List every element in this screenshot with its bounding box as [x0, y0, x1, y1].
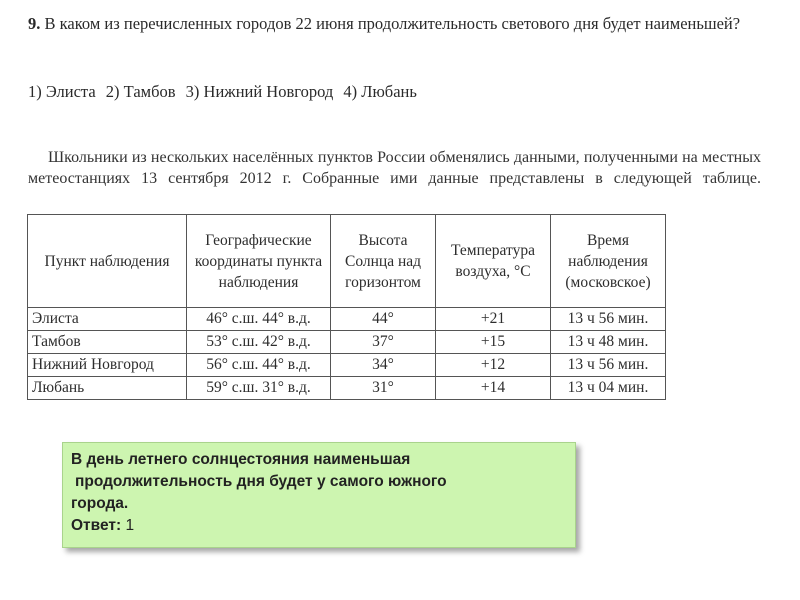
explanation-line-2: продолжительность дня будет у самого южного — [75, 473, 447, 490]
cell-temperature: +21 — [436, 308, 551, 331]
cell-coordinates: 56° с.ш. 44° в.д. — [187, 354, 331, 377]
cell-point: Тамбов — [28, 331, 187, 354]
cell-point: Любань — [28, 377, 187, 400]
option-2: 2) Тамбов — [105, 82, 176, 101]
cell-time: 13 ч 56 мин. — [551, 354, 666, 377]
answer-value: 1 — [125, 517, 135, 534]
option-4: 4) Любань — [343, 82, 417, 101]
cell-sun-height: 31° — [331, 377, 436, 400]
table-row — [28, 331, 666, 354]
answer-label: Ответ: — [71, 517, 122, 534]
header-coordinates: Географические координаты пункта наблюдения — [187, 215, 331, 308]
answer-line — [71, 515, 567, 537]
cell-time: 13 ч 48 мин. — [551, 331, 666, 354]
header-sun-height: Высота Солнца над горизонтом — [331, 215, 436, 308]
explanation-line-1: В день летнего солнцестояния наименьшая — [71, 451, 411, 468]
answer-options — [28, 82, 423, 102]
option-3: 3) Нижний Новгород — [185, 82, 334, 101]
observation-table-container — [27, 214, 666, 400]
cell-point: Элиста — [28, 308, 187, 331]
question-number: 9. — [28, 14, 41, 33]
header-temperature: Температура воздуха, °С — [436, 215, 551, 308]
cell-time: 13 ч 04 мин. — [551, 377, 666, 400]
question-body: В каком из перечисленных городов 22 июня продолжительность светового дня будет наименьшей? — [44, 14, 741, 33]
observation-table — [27, 214, 666, 400]
answer-box — [62, 442, 576, 548]
cell-coordinates: 59° с.ш. 31° в.д. — [187, 377, 331, 400]
cell-sun-height: 44° — [331, 308, 436, 331]
cell-coordinates: 53° с.ш. 42° в.д. — [187, 331, 331, 354]
cell-sun-height: 37° — [331, 331, 436, 354]
question-text — [28, 14, 768, 34]
cell-sun-height: 34° — [331, 354, 436, 377]
header-time: Время наблюдения (московское) — [551, 215, 666, 308]
table-row — [28, 377, 666, 400]
option-1: 1) Элиста — [28, 82, 96, 101]
cell-point: Нижний Новгород — [28, 354, 187, 377]
cell-temperature: +15 — [436, 331, 551, 354]
cell-time: 13 ч 56 мин. — [551, 308, 666, 331]
table-row — [28, 308, 666, 331]
cell-coordinates: 46° с.ш. 44° в.д. — [187, 308, 331, 331]
header-point: Пункт наблюдения — [28, 215, 187, 308]
explanation-line-3: города. — [71, 495, 129, 512]
cell-temperature: +12 — [436, 354, 551, 377]
table-row — [28, 354, 666, 377]
table-header-row — [28, 215, 666, 308]
cell-temperature: +14 — [436, 377, 551, 400]
task-paragraph: Школьники из нескольких населённых пунктов России обменялись данными, полученными на местных метеостанциях 13 сентября 2012 г. Собранные ими данные представлены в следующей таблице. — [28, 149, 761, 187]
